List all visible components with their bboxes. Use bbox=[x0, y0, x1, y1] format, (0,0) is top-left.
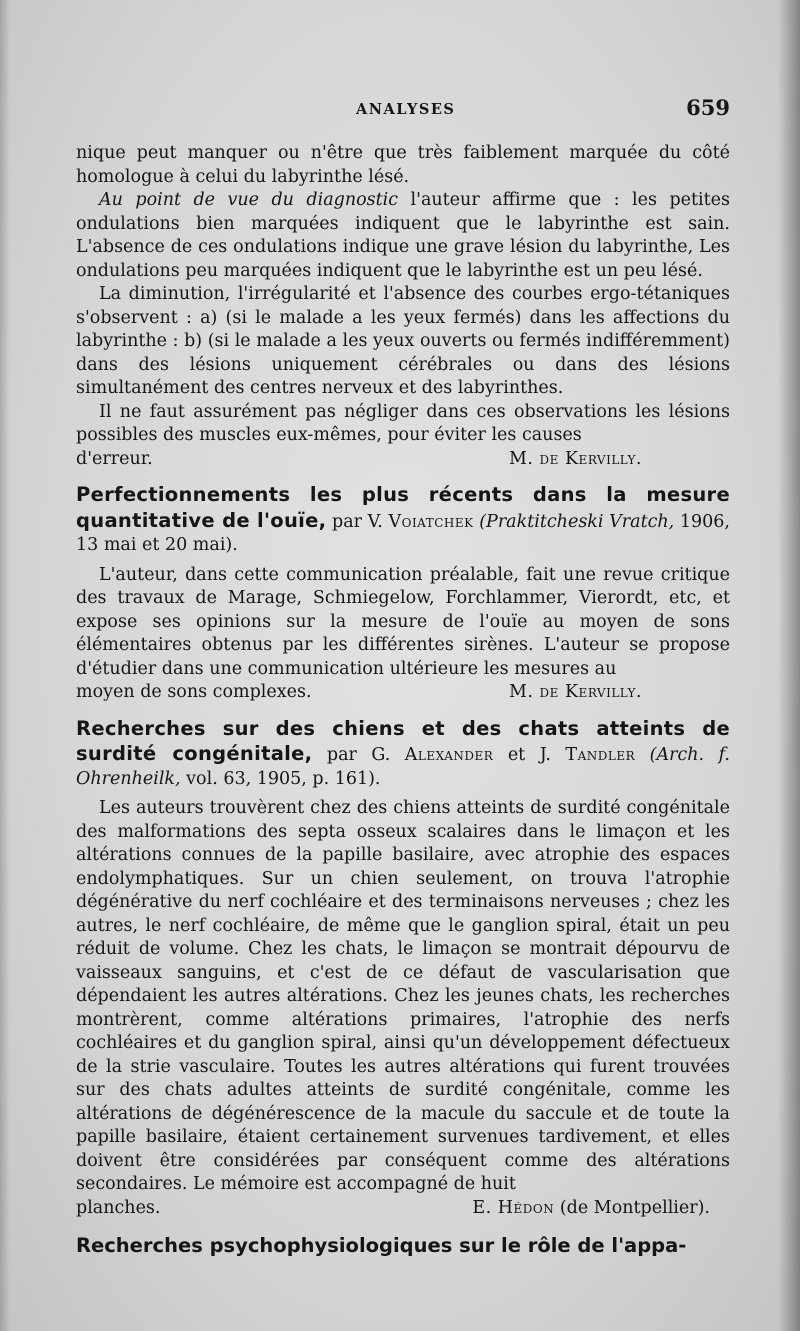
signature: M. de Kervilly. bbox=[509, 448, 642, 469]
signature-line bbox=[76, 448, 730, 472]
paragraph: nique peut manquer ou n'être que très faiblement marquée du côté homologue à celui du labyrinthe lésé. bbox=[76, 143, 730, 187]
title-source: (Praktitcheski Vratch, bbox=[473, 511, 675, 532]
signature-name: E. Hédon bbox=[472, 1197, 555, 1218]
paragraph-end: d'erreur. bbox=[76, 448, 153, 469]
title-and: et J. bbox=[493, 745, 566, 765]
article-heading: Perfectionnements les plus récents dans la mesure quantitative de l'ouïe, bbox=[76, 483, 730, 532]
signature bbox=[472, 1197, 730, 1221]
signature-line bbox=[76, 681, 730, 705]
signature-place: (de Montpellier). bbox=[554, 1197, 710, 1218]
article-heading: Recherches sur des chiens et des chats atteints de surdité congénitale, bbox=[76, 716, 730, 765]
page-number: 659 bbox=[686, 95, 730, 120]
page-shadow-right bbox=[778, 0, 800, 1331]
paragraph bbox=[76, 189, 730, 283]
title-volume: vol. 63, 1905, p. 161). bbox=[180, 768, 381, 789]
article-alexander-tandler bbox=[76, 717, 730, 1221]
paragraph-end: planches. bbox=[76, 1197, 161, 1218]
title-author: Tandler bbox=[565, 745, 636, 765]
signature-line bbox=[76, 1197, 730, 1221]
paragraph: La diminution, l'irrégularité et l'absence des courbes ergo-tétaniques s'observent : a) (si le malade a les yeux fermés) dans les affections du labyrinthe : b) (si le malade a les yeux ouverts ou fermés indifféremment) dans des lésions uniquement cérébrales ou dans des lésions simultanément des centres nerveux et des labyrinthes. bbox=[76, 284, 730, 398]
paragraph-end: moyen de sons complexes. bbox=[76, 682, 312, 702]
title-source: (Arch. f. Ohrenheilk, bbox=[76, 745, 730, 789]
title-par: par G. bbox=[312, 745, 405, 765]
page-body bbox=[76, 142, 730, 1258]
page-shadow-left bbox=[0, 0, 10, 1331]
article-title bbox=[76, 483, 730, 558]
title-date: 1906, 13 mai et 20 mai). bbox=[76, 511, 730, 555]
running-head: ANALYSES bbox=[356, 101, 456, 118]
signature: M. de Kervilly. bbox=[509, 682, 642, 702]
page-header bbox=[76, 95, 730, 125]
paragraph: Les auteurs trouvèrent chez des chiens atteints de surdité congénitale des malformations des septa osseux scalaires dans le limaçon et les altérations connues de la papille basilaire, avec atrophie des espaces endolymphatiques. Sur un chien seulement, on trouva l'atrophie dégénérative du nerf cochléaire et des terminaisons nerveuses ; chez les autres, le nerf cochléaire, de même que le ganglion spiral, était un peu réduit de volume. Chez les chats, le limaçon se montrait dépourvu de vaisseaux sanguins, et c'est de ce défaut de vascularisation que dépendaient les autres altérations. Chez les jeunes chats, les recherches montrèrent, comme altérations primaires, l'atrophie des nerfs cochléaires et du ganglion spiral, ainsi qu'un développement défectueux de la strie vasculaire. Toutes les autres altérations qui furent trouvées sur des chats adultes atteints de surdité congénitale, comme les altérations de dégénérescence de la macule du saccule et de toute la papille basilaire, étaient certainement survenues tardivement, et elles doivent être considérées par conséquent comme des altérations secondaires. Le mémoire est accompagné de huit bbox=[76, 798, 730, 1194]
title-par: par V. bbox=[326, 511, 389, 532]
article-kervilly-1 bbox=[76, 142, 730, 471]
italic-lead: Au point de vue du diagnostic bbox=[99, 190, 399, 210]
paragraph: L'auteur, dans cette communication préalable, fait une revue critique des travaux de Marage, Schmiegelow, Forchlammer, Vierordt, etc, et expose ses opinions sur la mesure de l'ouïe au moyen de sons élémentaires obtenus par les différentes sirènes. L'auteur se propose d'étudier dans une communication ultérieure les mesures au bbox=[76, 564, 730, 679]
title-author: Alexander bbox=[404, 745, 494, 765]
article-voiatchek bbox=[76, 483, 730, 705]
title-author: Voiatchek bbox=[388, 511, 474, 532]
article-title bbox=[76, 717, 730, 792]
paragraph: Il ne faut assurément pas négliger dans ces observations les lésions possibles des muscles eux-mêmes, pour éviter les causes bbox=[76, 401, 730, 445]
article-heading-next: Recherches psychophysiologiques sur le rôle de l'appa- bbox=[76, 1234, 687, 1257]
paragraph-text: l'auteur affirme que : les petites ondulations bien marquées indiquent que le labyrinthe est sain. L'absence de ces ondulations indique une grave lésion du labyrinthe, Les ondulations peu marquées indiquent que le labyrinthe est un peu lésé. bbox=[76, 190, 731, 281]
